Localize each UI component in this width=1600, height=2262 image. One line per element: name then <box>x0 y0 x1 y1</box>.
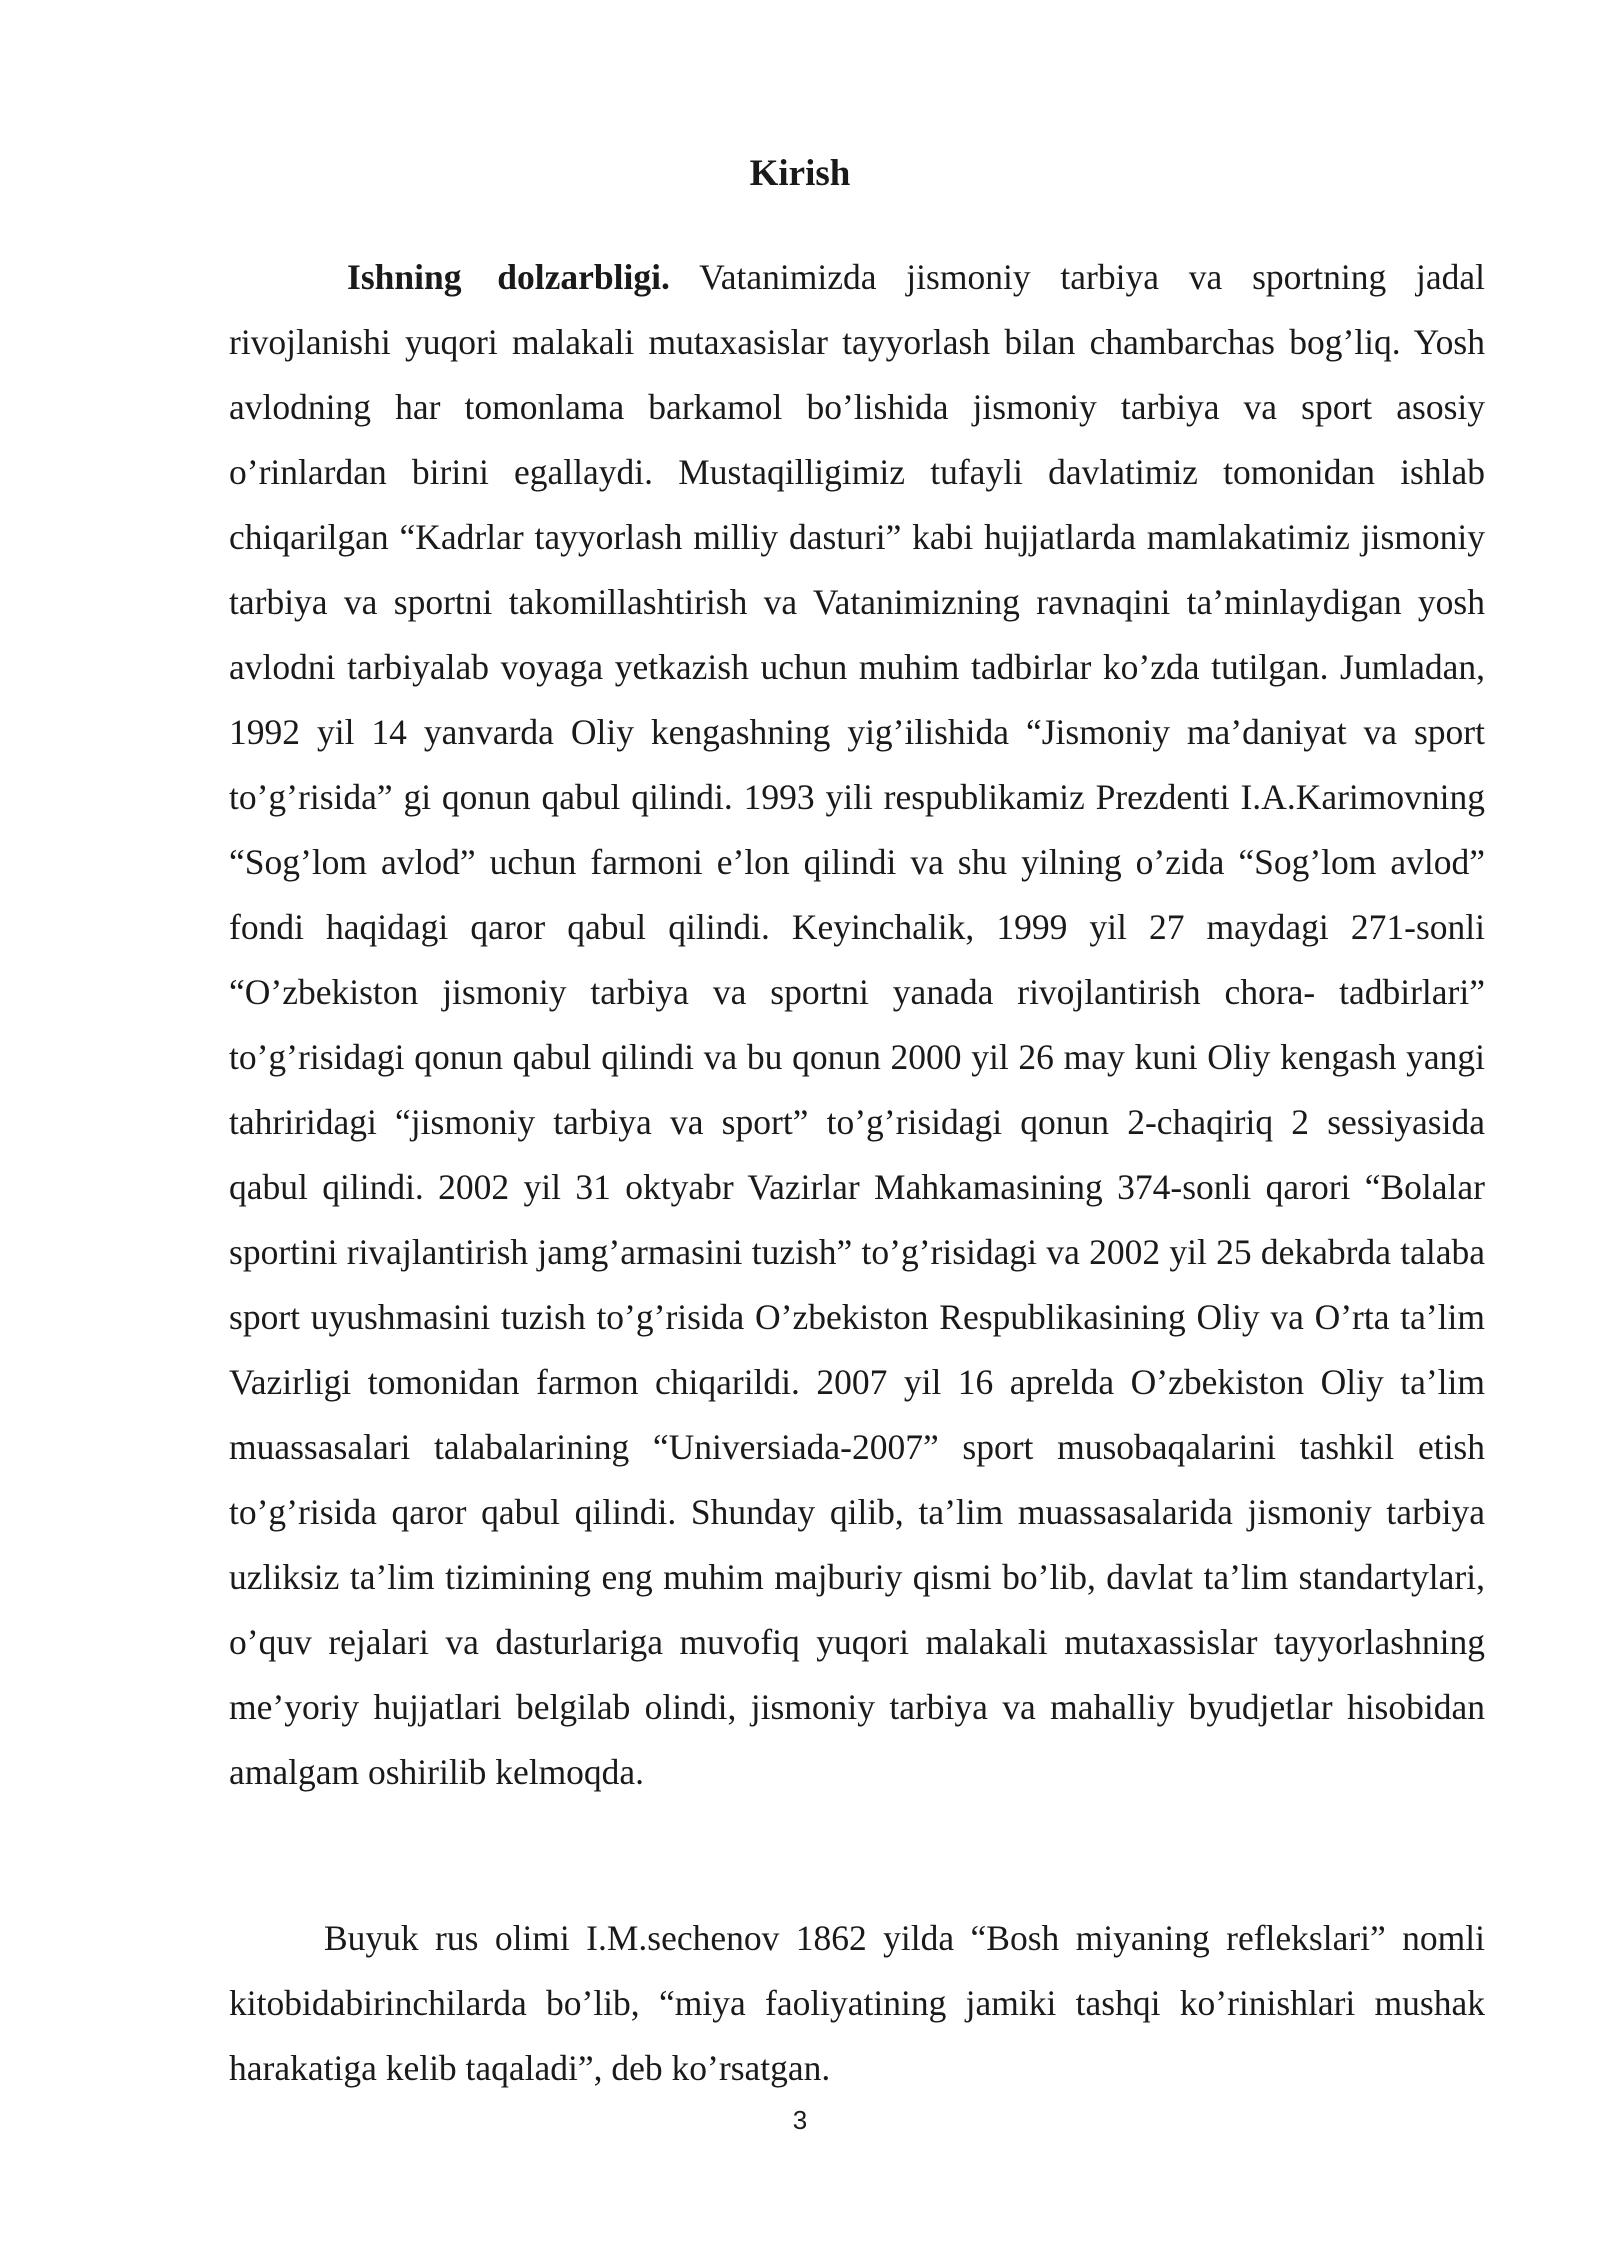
paragraph-body-text: Vatanimizda jismoniy tarbiya va sportning jadal rivojlanishi yuqori malakali mutaxasislar tayyorlash bilan chambarchas bog’liq. Yosh avlodning har tomonlama barkamol bo’lishida jismoniy tarbiya va sport asosiy o’rinlardan birini egallaydi. Mustaqilligimiz tufayli davlatimiz tomonidan ishlab chiqarilgan “Kadrlar tayyorlash milliy dasturi” kabi hujjatlarda mamlakatimiz jismoniy tarbiya va sportni takomillashtirish va Vatanimizning ravnaqini ta’minlaydigan yosh avlodni tarbiyalab voyaga yetkazish uchun muhim tadbirlar ko’zda tutilgan. Jumladan, 1992 yil 14 yanvarda Oliy kengashning yig’ilishida “Jismoniy ma’daniyat va sport to’g’risida” gi qonun qabul qilindi. 1993 yili respublikamiz Prezdenti I.A.Karimovning “Sog’lom avlod” uchun farmoni e’lon qilindi va shu yilning o’zida “Sog’lom avlod” fondi haqidagi qaror qabul qilindi. Keyinchalik, 1999 yil 27 maydagi 271-sonli “O’zbekiston jismoniy tarbiya va sportni yanada rivojlantirish chora- tadbirlari” to’g’risidagi qonun qabul qilindi va bu qonun 2000 yil 26 may kuni Oliy kengash yangi tahriridagi “jismoniy tarbiya va sport” to’g’risidagi qonun 2-chaqiriq 2 sessiyasida qabul qilindi. 2002 yil 31 oktyabr Vazirlar Mahkamasining 374-sonli qarori “Bolalar sportini rivajlantirish jamg’armasini tuzish” to’g’risidagi va 2002 yil 25 dekabrda talaba sport uyushmasini tuzish to’g’risida O’zbekiston Respublikasining Oliy va O’rta ta’lim Vazirligi tomonidan farmon chiqarildi. 2007 yil 16 aprelda O’zbekiston Oliy ta’lim muassasalari talabalarining “Universiada-2007” sport musobaqalarini tashkil etish to’g’risida qaror qabul qilindi. Shunday qilib, ta’lim muassasalarida jismoniy tarbiya uzliksiz ta’lim tizimining eng muhim majburiy qismi bo’lib, davlat ta’lim standartylari, o’quv rejalari va dasturlariga muvofiq yuqori malakali mutaxassislar tayyorlashning me’yoriy hujjatlari belgilab olindi, jismoniy tarbiya va mahalliy byudjetlar hisobidan amalgam oshirilib kelmoqda. <box>229 257 1486 1792</box>
paragraph-body-text: Buyuk rus olimi I.M.sechenov 1862 yilda “Bosh miyaning reflekslari” nomli kitobidabirinchilarda bo’lib, “miya faoliyatining jamiki tashqi ko’rinishlari mushak harakatiga kelib taqaladi”, deb ko’rsatgan. <box>229 1918 1485 2088</box>
page-title: Kirish <box>749 153 851 194</box>
paragraph-lead-heading: Ishning dolzarbligi. <box>347 257 670 297</box>
paragraph-relevance <box>229 245 1485 1805</box>
paragraph-sechenov <box>229 1906 1485 2101</box>
page-number: 3 <box>792 2105 808 2135</box>
